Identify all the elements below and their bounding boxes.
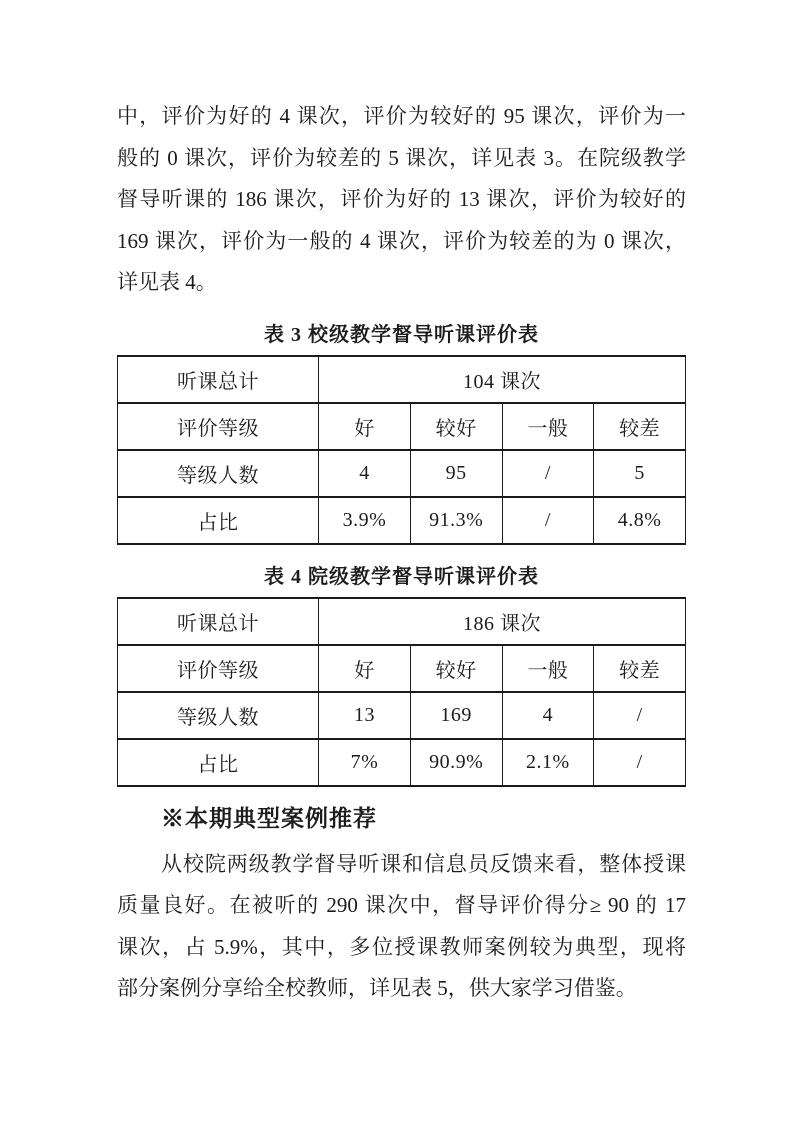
row-label: 评价等级	[118, 645, 319, 692]
percent-cell: 3.9%	[319, 497, 411, 544]
count-cell: 4	[319, 450, 411, 497]
row-label: 听课总计	[118, 356, 319, 403]
count-cell: 169	[410, 692, 502, 739]
paragraph-line: 详见表 4。	[117, 270, 217, 294]
total-sessions-cell: 186 课次	[319, 598, 686, 645]
count-cell: /	[594, 692, 686, 739]
grade-header-cell: 较差	[594, 645, 686, 692]
table-row	[118, 692, 686, 739]
paragraph-line: 169 课次，评价为一般的 4 课次，评价为较差的为 0 课次，	[117, 228, 686, 253]
percent-cell: 2.1%	[502, 739, 594, 786]
percent-cell: /	[594, 739, 686, 786]
paragraph-case-recommendation	[117, 844, 686, 1010]
table3-school-level-evaluation	[117, 355, 686, 545]
row-label: 等级人数	[118, 692, 319, 739]
grade-header-cell: 一般	[502, 645, 594, 692]
section-heading-case-recommendation: ※本期典型案例推荐	[161, 805, 377, 831]
grade-header-cell: 好	[319, 645, 411, 692]
paragraph-line: 质量良好。在被听的 290 课次中，督导评价得分≥ 90 的 17	[117, 893, 686, 917]
paragraph-line: 般的 0 课次，评价为较差的 5 课次，详见表 3。在院级教学	[117, 145, 686, 170]
paragraph-line: 督导听课的 186 课次，评价为好的 13 课次，评价为较好的	[117, 187, 686, 211]
table-row	[118, 598, 686, 645]
paragraph-line: 从校院两级教学督导听课和信息员反馈来看，整体授课	[161, 851, 686, 876]
count-cell: 5	[594, 450, 686, 497]
percent-cell: /	[502, 497, 594, 544]
percent-cell: 4.8%	[594, 497, 686, 544]
grade-header-cell: 较好	[410, 403, 502, 450]
total-sessions-cell: 104 课次	[319, 356, 686, 403]
paragraph-evaluation-stats	[117, 96, 686, 304]
table4-caption: 表 4 院级教学督导听课评价表	[264, 565, 539, 588]
table-row	[118, 739, 686, 786]
table-row	[118, 450, 686, 497]
paragraph-line: 中，评价为好的 4 课次，评价为较好的 95 课次，评价为一	[117, 104, 686, 128]
row-label: 占比	[118, 497, 319, 544]
row-label: 等级人数	[118, 450, 319, 497]
grade-header-cell: 较好	[410, 645, 502, 692]
count-cell: 4	[502, 692, 594, 739]
paragraph-line: 部分案例分享给全校教师，详见表 5，供大家学习借鉴。	[117, 976, 637, 1000]
row-label: 听课总计	[118, 598, 319, 645]
grade-header-cell: 较差	[594, 403, 686, 450]
percent-cell: 90.9%	[410, 739, 502, 786]
table-row	[118, 497, 686, 544]
table4-college-level-evaluation	[117, 597, 686, 787]
grade-header-cell: 好	[319, 403, 411, 450]
row-label: 占比	[118, 739, 319, 786]
table-row	[118, 403, 686, 450]
grade-header-cell: 一般	[502, 403, 594, 450]
percent-cell: 91.3%	[410, 497, 502, 544]
row-label: 评价等级	[118, 403, 319, 450]
paragraph-line: 课次，占 5.9%，其中，多位授课教师案例较为典型，现将	[117, 934, 686, 959]
count-cell: 95	[410, 450, 502, 497]
table-row	[118, 645, 686, 692]
table3-caption: 表 3 校级教学督导听课评价表	[264, 323, 539, 346]
percent-cell: 7%	[319, 739, 411, 786]
count-cell: /	[502, 450, 594, 497]
count-cell: 13	[319, 692, 411, 739]
table-row	[118, 356, 686, 403]
